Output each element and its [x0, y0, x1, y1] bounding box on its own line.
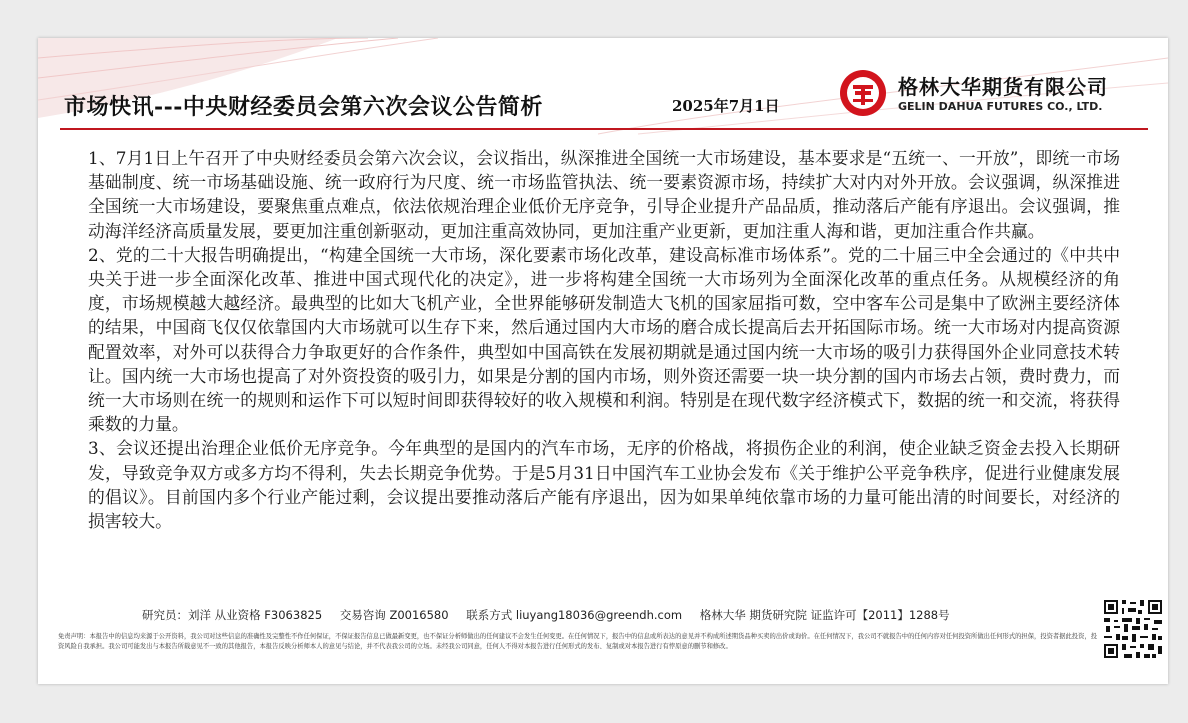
institute-license: 格林大华 期货研究院 证监许可【2011】1288号 — [699, 608, 950, 622]
company-name-cn: 格林大华期货有限公司 — [898, 75, 1108, 99]
header-divider — [60, 128, 1148, 130]
article-body — [88, 146, 1120, 533]
disclaimer-text: 免责声明：本报告中的信息均来源于公开资料，我公司对这些信息的准确性及完整性不作任何保证，不保证报告信息已做最新变更，也不保证分析师做出的任何建议不会发生任何变更。在任何情况下，报告中的信息或所表达的意见并不构成所述期货品种买卖的出价或询价。在任何情况下，我公司不就报告中的任何内容对任何投资所做出任何形式的担保，投资者据此投资，投资风险自我承担。我公司可能发出与本报告所载意见不一致的其他报告，本报告反映分析师本人的意见与结论，并不代表我公司的立场。未经我公司同意，任何人不得对本报告进行任何形式的发布、复制或对本报告进行有悖原意的删节和修改。 — [58, 633, 1097, 650]
paragraph-3: 3、会议还提出治理企业低价无序竞争。今年典型的是国内的汽车市场，无序的价格战，将损伤企业的利润，使企业缺乏资金去投入长期研发，导致竞争双方或多方均不得利，失去长期竞争优势。于是5月31日中国汽车工业协会发布《关于维护公平竞争秩序，促进行业健康发展的倡议》。目前国内多个行业产能过剩，会议提出要推动落后产能有序退出，因为如果单纯依靠市场的力量可能出清的时间要长，对经济的损害较大。 — [88, 438, 1120, 532]
page-title: 市场快讯---中央财经委员会第六次会议公告简析 — [64, 94, 543, 120]
researcher-name: 研究员：刘洋 从业资格 F3063825 — [142, 608, 323, 622]
company-name-en: GELIN DAHUA FUTURES CO., LTD. — [898, 100, 1103, 113]
report-date: 2025年7月1日 — [672, 97, 780, 115]
report-slide — [38, 38, 1168, 684]
researcher-info — [142, 607, 1102, 623]
qr-code-icon — [1102, 598, 1164, 660]
contact-email: 联系方式 liuyang18036@greendh.com — [466, 608, 683, 622]
company-logo — [838, 68, 1148, 120]
header — [38, 38, 1168, 134]
paragraph-2: 2、党的二十大报告明确提出，“构建全国统一大市场，深化要素市场化改革，建设高标准市场体系”。党的二十届三中全会通过的《中共中央关于进一步全面深化改革、推进中国式现代化的决定》，进一步将构建全国统一大市场列为全面深化改革的重点任务。从规模经济的角度，市场规模越大越经济。最典型的比如大飞机产业，全世界能够研发制造大飞机的国家屈指可数，空中客车公司是集中了欧洲主要经济体的结果，中国商飞仅仅依靠国内大市场就可以生存下来，然后通过国内大市场的磨合成长提高后去开拓国际市场。统一大市场对内提高资源配置效率，对外可以获得合力争取更好的合作条件，典型如中国高铁在发展初期就是通过国内统一大市场的吸引力获得国外企业同意技术转让。国内统一大市场也提高了对外资投资的吸引力，如果是分割的国内市场，则外资还需要一块一块分割的国内市场去占领，费时费力，而统一大市场则在统一的规则和运作下可以短时间即获得较好的收入规模和利润。特别是在现代数字经济模式下，数据的统一和交流，将获得乘数的力量。 — [88, 244, 1120, 435]
gelin-logo-icon — [838, 68, 888, 118]
paragraph-1: 1、7月1日上午召开了中央财经委员会第六次会议，会议指出，纵深推进全国统一大市场建设，基本要求是“五统一、一开放”，即统一市场基础制度、统一市场基础设施、统一政府行为尺度、统一市场监管执法、统一要素资源市场，持续扩大对内对外开放。会议强调，纵深推进全国统一大市场建设，要聚焦重点难点，依法依规治理企业低价无序竞争，引导企业提升产品品质，推动落后产能有序退出。会议强调，推动海洋经济高质量发展，要更加注重创新驱动，更加注重高效协同，更加注重产业更新，更加注重人海和谐，更加注重合作共赢。 — [88, 148, 1120, 241]
consult-license: 交易咨询 Z0016580 — [339, 608, 449, 622]
